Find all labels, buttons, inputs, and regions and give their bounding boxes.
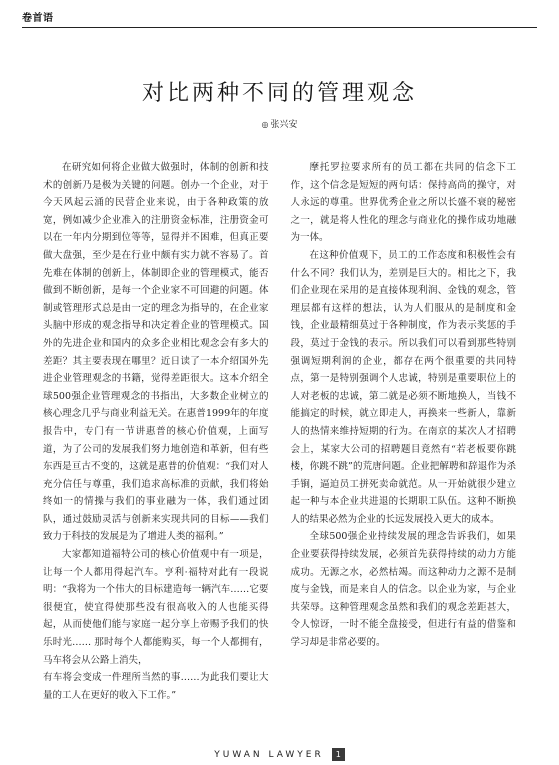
page-number: 1: [332, 748, 345, 761]
article-title: 对比两种不同的管理观念: [141, 81, 417, 106]
paragraph: 摩托罗拉要求所有的员工都在共同的信念下工作，这个信念是短短的两句话：保持高尚的操守，对人永远的尊重。世界优秀企业之所以长盛不衰的秘密之一，就是将人性化的理念与商业化的操作成功地融为一体。: [290, 162, 516, 244]
paragraph: 大家都知道福特公司的核心价值观中有一项是，让每一个人都用得起汽车。亨利·福特对此有一段说明：“我将为一个伟大的目标建造每一辆汽车……它要很便宜，使宜得使那些没有很高收入的人也能买得起，从而使他们能与家庭一起分享上帝赐予我们的快乐时光…… 那时每个人都能购买，每一个人都拥有，马车将会从公路上消失，: [43, 549, 269, 666]
header-rule: [22, 27, 537, 28]
paragraph: 在研究如何将企业做大做强时，体制的创新和技术的创新乃是极为关键的问题。创办一个企业，对于今天风起云涌的民营企业来说，由于各种政策的放宽，例如减少企业准入的注册资金标准，注册资金可以在一年内分期到位等等，显得并不困难，但真正要做大盘强，至少是在行业中颇有实力就不容易了。首先难在体制的创新上，体制即企业的管理模式，能否做到不断创新，是每一个企业家不可回避的问题。体制或管理形式总是由一定的理念为指导的，在企业家头脑中形成的观念指导和决定着企业的管理模式。国外的先进企业和国内的众多企业相比观念会有多大的差距？其主要表现在哪里？近日读了一本介绍国外先进企业管理观念的书籍，觉得差距很大。这本介绍全球500强企业管理观念的书指出，大多数企业树立的核心理念几乎与商业利益无关。在惠普1999年的年度报告中，专门有一节讲惠普的核心价值观，上面写道，为了公司的发展我们努力地创造和革新，但有些东西是亘古不变的，这就是惠普的价值观：“我们对人充分信任与尊重，我们追求高标准的贡献，我们将始终如一的情操与我们的事业融为一体，我们通过团队，通过鼓励灵活与创新来实现共同的目标——我们致力于科技的发展是为了增进人类的福利。”: [43, 162, 269, 543]
byline-mark: ◎: [261, 120, 269, 129]
byline: [0, 117, 559, 130]
article-body: [43, 159, 516, 715]
paragraph: 全球500强企业持续发展的理念告诉我们，如果企业要获得持续发展，必须首先获得持续的动力方能成功。无源之水，必然枯竭。而这种动力之源不是制度与金钱，而是来自人的信念。以企业为家，与企业共荣辱。这种管理观念虽然和我们的观念差距甚大，令人惊讶，一时不能全盘接受，但进行有益的借鉴和学习却是非常必要的。: [290, 531, 516, 649]
paragraph: 在这种价值观下，员工的工作态度和积极性会有什么不同？我们认为，差别是巨大的。相比之下，我们企业现在采用的是直接体现利润、金钱的观念，管理层都有这样的想法，认为人们服从的是制度和金钱，企业最精细莫过于各种制度，作为表示奖惩的手段，莫过于金钱的表示。所以我们可以看到那些特别强调短期利润的企业，都存在两个很重要的共同特点，第一是特别强调个人忠诚，特别是重要职位上的人对老板的忠诚，第二就是必须不断地换人，当钱不能搞定的时候，就立即走人，再换来一些新人，靠新人的热情来维持短期的行为。在南京的某次人才招聘会上，某家大公司的招聘题目竟然有“若老板要你跳楼，你跳不跳”的荒唐问题。企业把解聘和辞退作为杀手锏，逼迫员工拼死卖命就范。从一开始就很少建立起一种与本企业共进退的长期职工队伍。这种不断换人的结果必然为企业的长远发展投入更大的成本。: [290, 249, 516, 525]
paragraph: 有车将会变成一件理所当然的事……为此我们要让大量的工人在更好的收入下工作。”: [43, 672, 269, 701]
author-name: 张兴安: [270, 120, 298, 130]
journal-name: YUWAN LAWYER: [214, 749, 324, 760]
section-tag: 卷首语: [22, 13, 54, 24]
page-footer: [0, 748, 559, 761]
